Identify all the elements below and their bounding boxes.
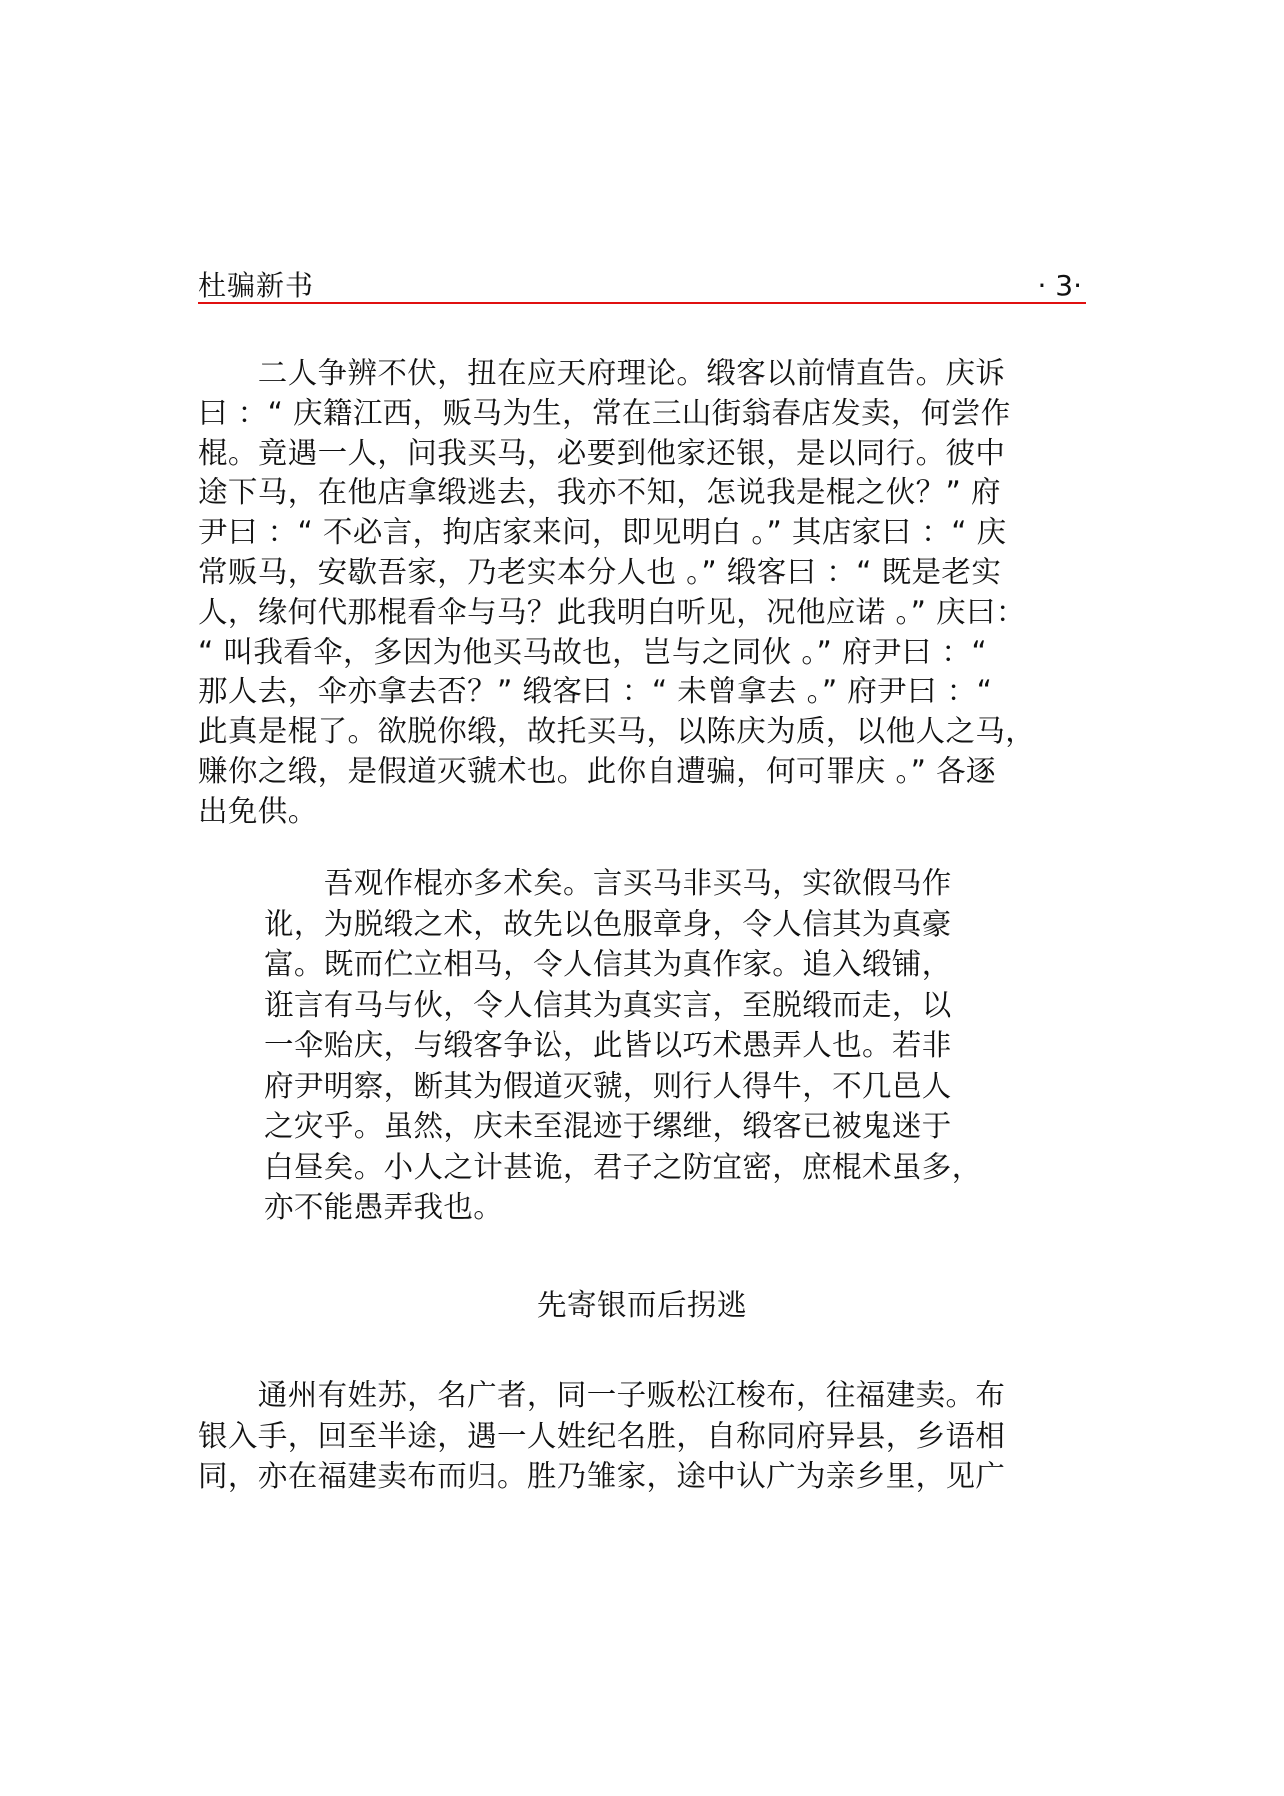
page-header — [198, 270, 1086, 302]
text-line: 曰 ：“ 庆籍江西，贩马为生，常在三山街翁春店发卖，何尝作 — [198, 395, 1011, 430]
page-number: · 3· — [1037, 269, 1082, 302]
text-line: 棍。竟遇一人，问我买马，必要到他家还银，是以同行。彼中 — [198, 435, 1006, 470]
text-line: 人，缘何代那棍看伞与马？此我明白听见，况他应诺 。” 庆曰： — [198, 594, 1026, 629]
commentary-line: 之灾乎。虽然，庆未至混迹于缧绁，缎客已被鬼迷于 — [264, 1109, 952, 1143]
section-title: 先寄银而后拐逃 — [536, 1288, 747, 1322]
text-line: 尹曰 ：“ 不必言，拘店家来问，即见明白 。” 其店家曰 ：“ 庆 — [198, 515, 1007, 550]
text-line: 途下马，在他店拿缎逃去，我亦不知，怎说我是棍之伙？” 府 — [198, 475, 1001, 510]
commentary-line: 一伞贻庆，与缎客争讼，此皆以巧术愚弄人也。若非 — [264, 1028, 952, 1062]
commentary-line: 亦不能愚弄我也。 — [264, 1190, 504, 1224]
text-line: 通州有姓苏，名广者，同一子贩松江梭布，往福建卖。布 — [198, 1378, 1006, 1412]
text-line: 银入手，回至半途，遇一人姓纪名胜，自称同府异县，乡语相 — [198, 1418, 1006, 1453]
text-line: 此真是棍了。欲脱你缎，故托买马，以陈庆为质，以他人之马， — [198, 714, 1036, 749]
commentary-line: 白昼矣。小人之计甚诡，君子之防宜密，庶棍术虽多， — [264, 1149, 982, 1184]
story-paragraph — [198, 1375, 1118, 1497]
commentary-line: 府尹明察，断其为假道灭虢，则行人得牛，不几邑人 — [264, 1068, 952, 1103]
main-paragraph — [198, 354, 1118, 832]
book-title: 杜骗新书 — [198, 269, 315, 302]
commentary-line: 诳言有马与伙，令人信其为真实言，至脱缎而走，以 — [264, 987, 952, 1022]
text-line: 二人争辨不伏，扭在应天府理论。缎客以前情直告。庆诉 — [198, 356, 1006, 390]
commentary-line: 富。既而伫立相马，令人信其为真作家。追入缎铺， — [264, 947, 952, 981]
header-rule — [198, 302, 1086, 304]
commentary-line: 吾观作棍亦多术矣。言买马非买马，实欲假马作 — [264, 866, 952, 900]
text-line: 赚你之缎，是假道灭虢术也。此你自遭骗，何可罪庆 。” 各逐 — [198, 753, 996, 788]
text-line: 出免供。 — [198, 793, 318, 828]
text-line: 常贩马，安歇吾家，乃老实本分人也 。” 缎客曰 ：“ 既是老实 — [198, 554, 1002, 589]
text-line: “ 叫我看伞，多因为他买马故也，岂与之同伙 。” 府尹曰 ：“ — [198, 634, 988, 669]
text-line: 那人去，伞亦拿去否？” 缎客曰 ：“ 未曾拿去 。” 府尹曰 ：“ — [198, 674, 993, 709]
text-line: 同，亦在福建卖布而归。胜乃雏家，途中认广为亲乡里，见广 — [198, 1459, 1006, 1493]
commentary-paragraph — [264, 863, 1024, 1228]
commentary-line: 讹，为脱缎之术，故先以色服章身，令人信其为真豪 — [264, 906, 952, 941]
